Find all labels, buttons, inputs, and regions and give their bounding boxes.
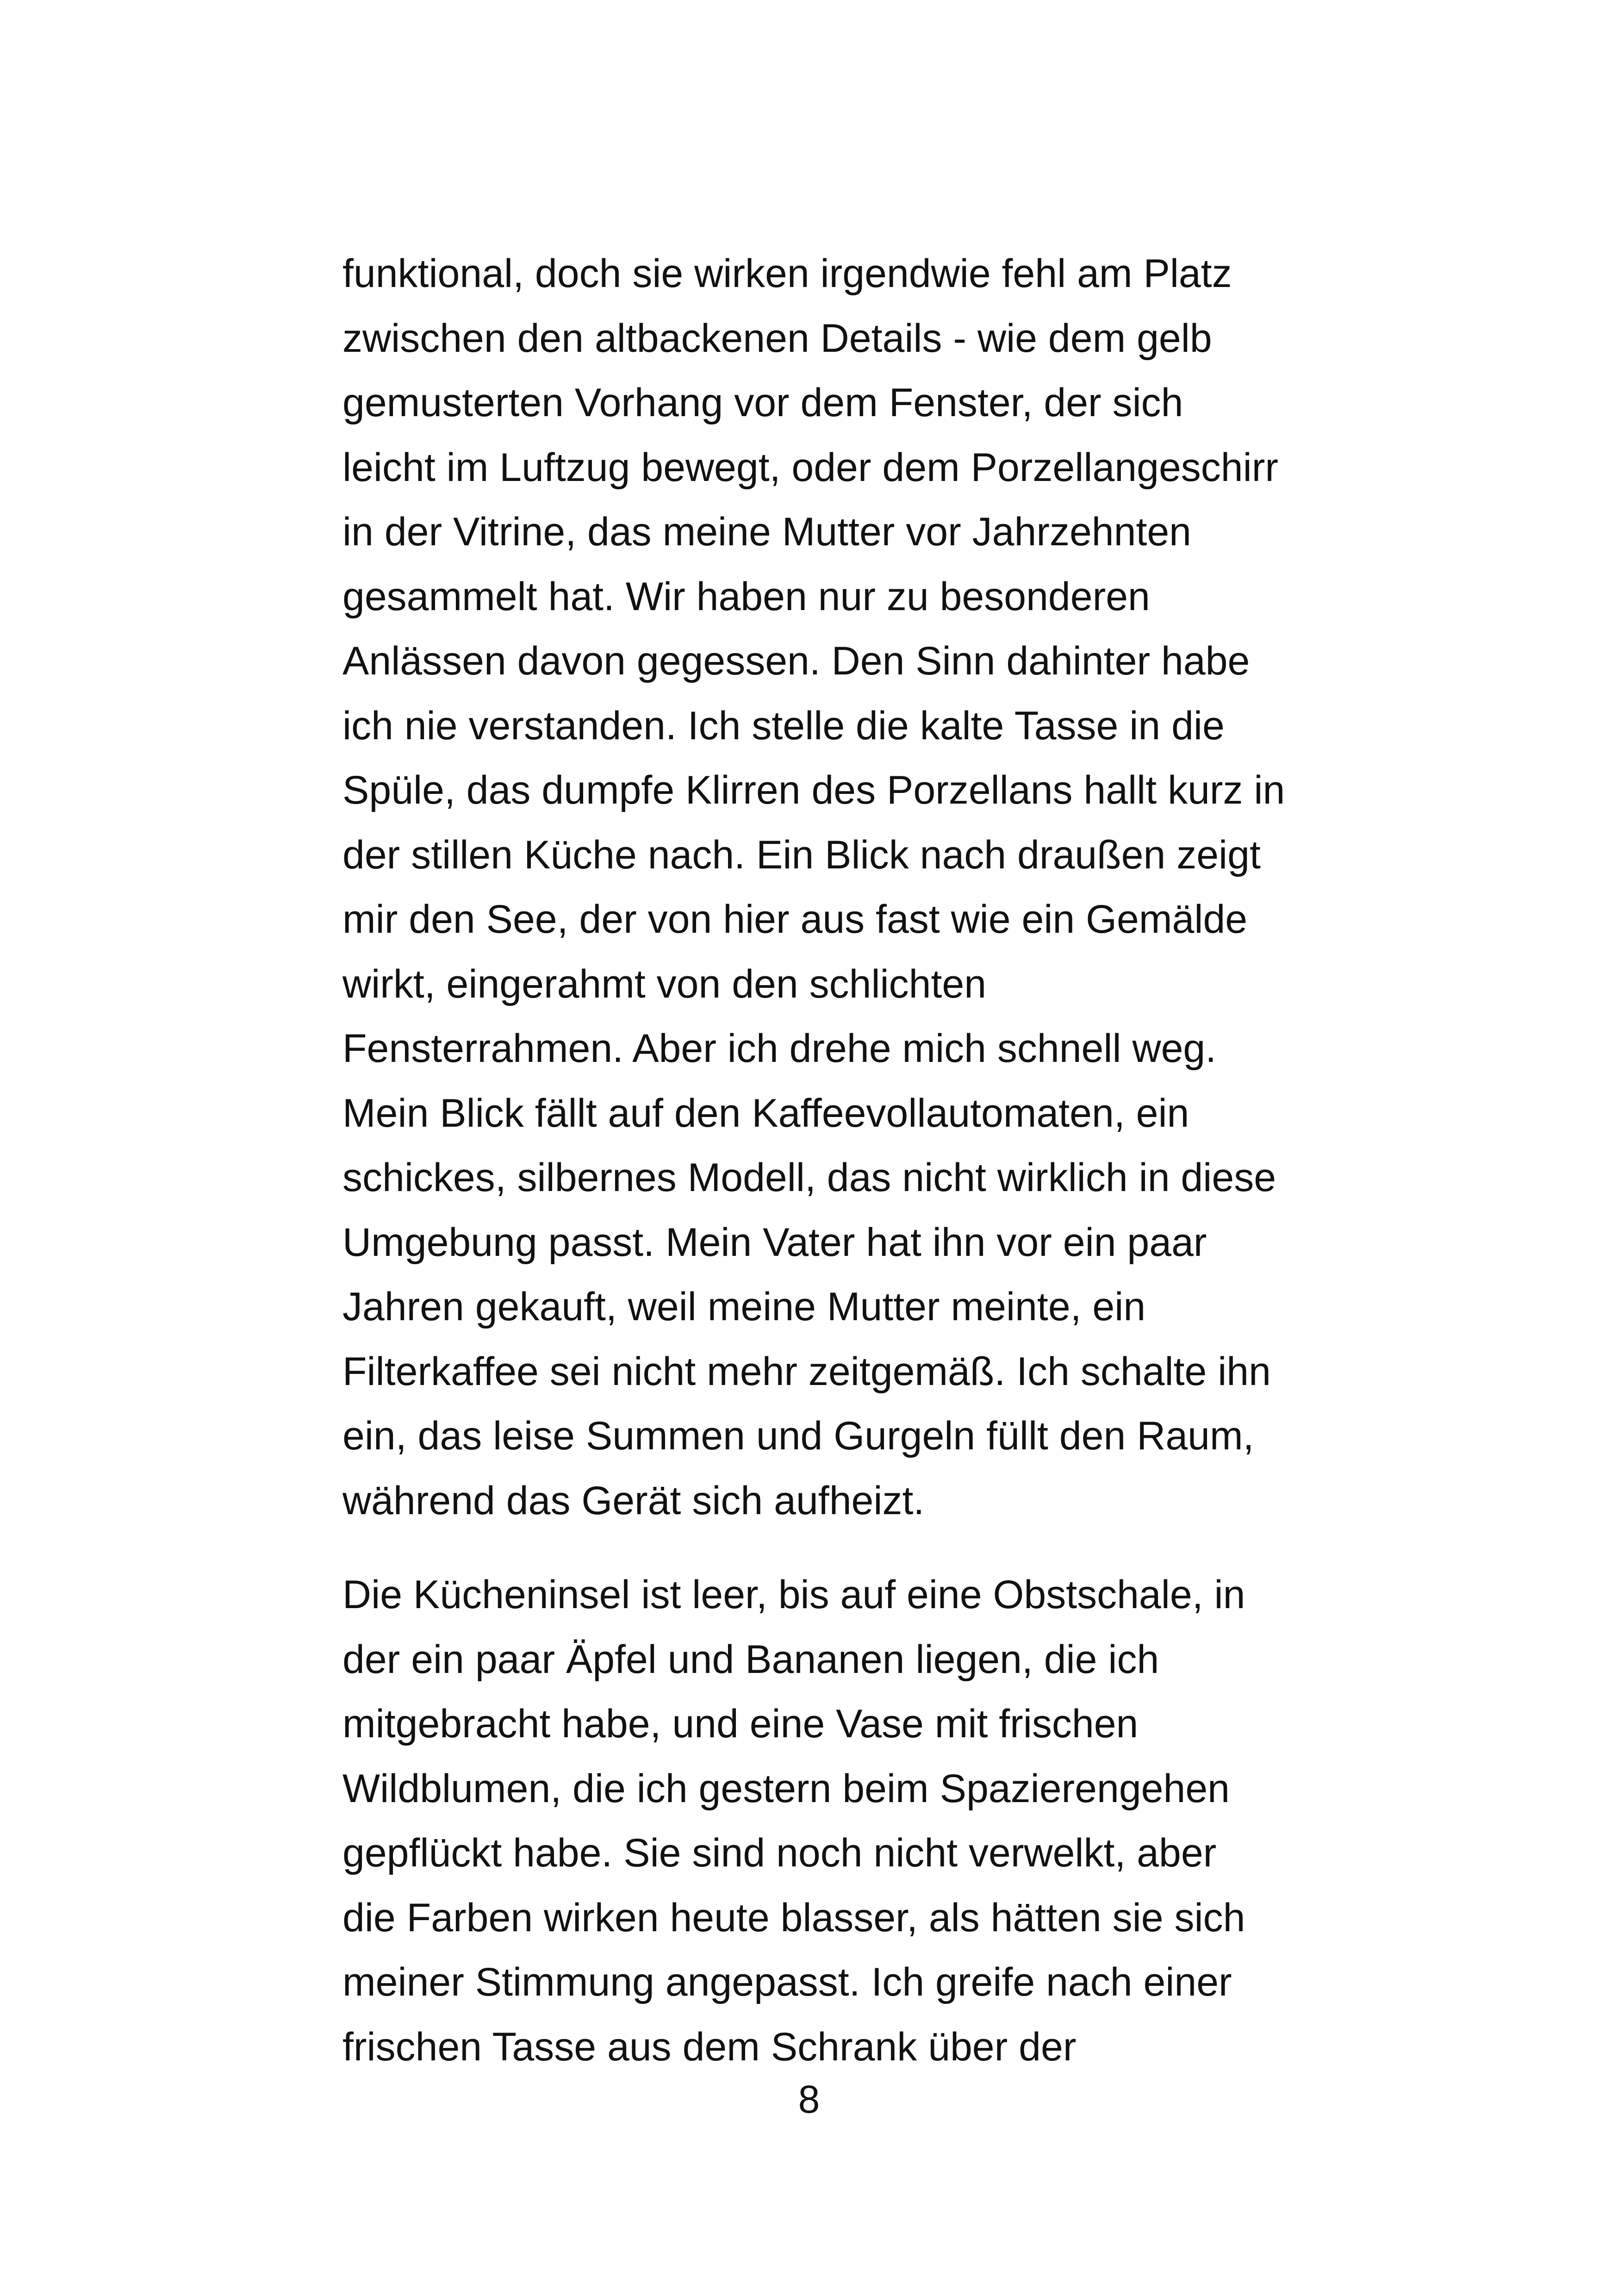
text-line: gepflückt habe. Sie sind noch nicht verwelkt, aber — [342, 1831, 1217, 1875]
text-line: Wildblumen, die ich gestern beim Spazierengehen — [342, 1766, 1230, 1811]
text-line: meiner Stimmung angepasst. Ich greife nach einer — [342, 1960, 1232, 2004]
text-line: Fensterrahmen. Aber ich drehe mich schnell weg. — [342, 1026, 1217, 1071]
text-line: Anlässen davon gegessen. Den Sinn dahinter habe — [342, 639, 1250, 683]
page-number: 8 — [798, 2078, 820, 2121]
text-line: gesammelt hat. Wir haben nur zu besonderen — [342, 574, 1150, 619]
text-line: funktional, doch sie wirken irgendwie fehl am Platz — [342, 251, 1232, 296]
text-line: die Farben wirken heute blasser, als hätten sie sich — [342, 1895, 1245, 1940]
text-line: ich nie verstanden. Ich stelle die kalte Tasse in die — [342, 703, 1225, 748]
text-line: frischen Tasse aus dem Schrank über der — [342, 2024, 1077, 2069]
text-line: Filterkaffee sei nicht mehr zeitgemäß. Ich schalte ihn — [342, 1349, 1271, 1394]
text-line: mitgebracht habe, und eine Vase mit frischen — [342, 1702, 1139, 1746]
body-text — [342, 242, 1379, 2079]
text-line: wirkt, eingerahmt von den schlichten — [342, 961, 987, 1006]
text-line: zwischen den altbackenen Details - wie dem gelb — [342, 316, 1212, 361]
text-line: Spüle, das dumpfe Klirren des Porzellans hallt kurz in — [342, 768, 1285, 812]
paragraph-1 — [342, 242, 1379, 1533]
text-line: schickes, silbernes Modell, das nicht wirklich in diese — [342, 1155, 1276, 1200]
text-line: ein, das leise Summen und Gurgeln füllt den Raum, — [342, 1414, 1254, 1458]
text-line: mir den See, der von hier aus fast wie ein Gemälde — [342, 897, 1248, 942]
text-line: der stillen Küche nach. Ein Blick nach draußen zeigt — [342, 832, 1261, 877]
text-line: gemusterten Vorhang vor dem Fenster, der sich — [342, 381, 1183, 425]
text-line: der ein paar Äpfel und Bananen liegen, die ich — [342, 1637, 1159, 1682]
text-line: während das Gerät sich aufheizt. — [342, 1478, 925, 1523]
text-line: Die Kücheninsel ist leer, bis auf eine Obstschale, in — [342, 1572, 1245, 1617]
text-line: leicht im Luftzug bewegt, oder dem Porzellangeschirr — [342, 445, 1279, 490]
text-line: Umgebung passt. Mein Vater hat ihn vor ein paar — [342, 1220, 1207, 1265]
paragraph-2 — [342, 1563, 1379, 2079]
text-line: Jahren gekauft, weil meine Mutter meinte, ein — [342, 1285, 1146, 1329]
text-line: Mein Blick fällt auf den Kaffeevollautomaten, ein — [342, 1091, 1189, 1136]
text-line: in der Vitrine, das meine Mutter vor Jahrzehnten — [342, 510, 1192, 554]
